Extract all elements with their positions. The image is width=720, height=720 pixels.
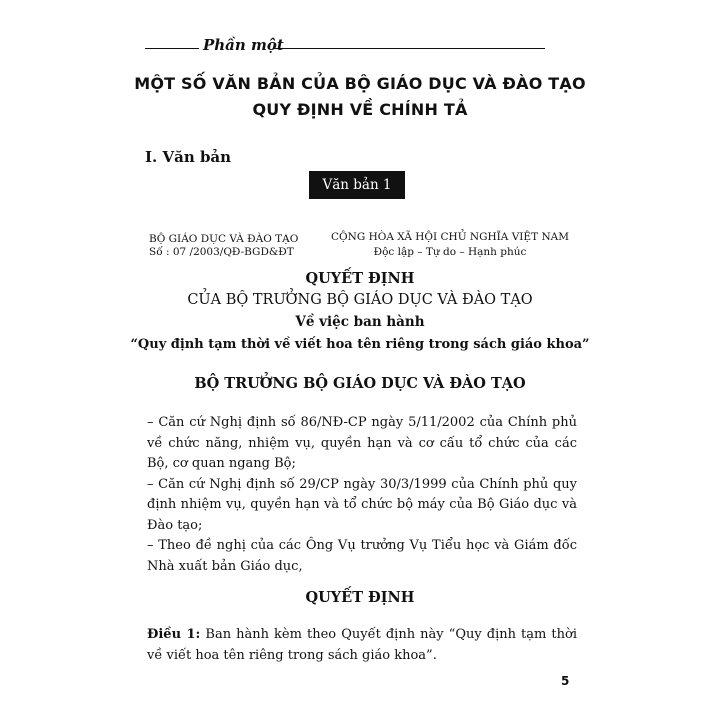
decision-subject: Về việc ban hành <box>295 314 425 330</box>
decides-heading: QUYẾT ĐỊNH <box>305 589 415 606</box>
decision-quote: “Quy định tạm thời về viết hoa tên riêng trong sách giáo khoa” <box>130 337 590 352</box>
basis-item: – Theo đề nghị của các Ông Vụ trưởng Vụ Tiểu học và Giám đốc Nhà xuất bản Giáo dục, <box>147 538 577 574</box>
basis-item: – Căn cứ Nghị định số 29/CP ngày 30/3/1999 của Chính phủ quy định nhiệm vụ, quyền hạn và tổ chức bộ máy của Bộ Giáo dục và Đào tạo; <box>147 476 577 533</box>
legal-bases <box>147 413 577 577</box>
main-title-line-1: MỘT SỐ VĂN BẢN CỦA BỘ GIÁO DỤC VÀ ĐÀO TẠO <box>134 74 586 93</box>
basis-item: – Căn cứ Nghị định số 86/NĐ-CP ngày 5/11/2002 của Chính phủ về chức năng, nhiệm vụ, quyền hạn và cơ cấu tổ chức của các Bộ, cơ quan ngang Bộ; <box>147 415 577 471</box>
issuer-block <box>149 233 298 259</box>
country-name: CỘNG HÒA XÃ HỘI CHỦ NGHĨA VIỆT NAM <box>331 231 569 243</box>
article-1 <box>147 625 577 666</box>
motto-slogan: Độc lập – Tự do – Hạnh phúc <box>373 246 527 258</box>
document-number: Số : 07 /2003/QĐ-BGD&ĐT <box>149 246 294 258</box>
article-1-label: Điều 1: <box>147 627 201 642</box>
header-rule-left <box>145 48 199 49</box>
page-number: 5 <box>561 674 570 688</box>
decision-authority: CỦA BỘ TRƯỞNG BỘ GIÁO DỤC VÀ ĐÀO TẠO <box>187 292 533 308</box>
minister-heading: BỘ TRƯỞNG BỘ GIÁO DỤC VÀ ĐÀO TẠO <box>194 375 526 392</box>
part-label: Phần một <box>203 36 284 54</box>
issuer-name: BỘ GIÁO DỤC VÀ ĐÀO TẠO <box>149 233 299 245</box>
part-header <box>145 38 545 58</box>
header-rule-right <box>273 48 545 49</box>
article-1-text: Ban hành kèm theo Quyết định này “Quy định tạm thời về viết hoa tên riêng trong sách giáo khoa”. <box>147 627 577 663</box>
section-heading: I. Văn bản <box>145 148 232 166</box>
national-motto <box>330 230 570 260</box>
document-badge: Văn bản 1 <box>309 171 405 199</box>
decision-title: QUYẾT ĐỊNH <box>305 270 415 287</box>
main-title-line-2: QUY ĐỊNH VỀ CHÍNH TẢ <box>252 100 468 119</box>
